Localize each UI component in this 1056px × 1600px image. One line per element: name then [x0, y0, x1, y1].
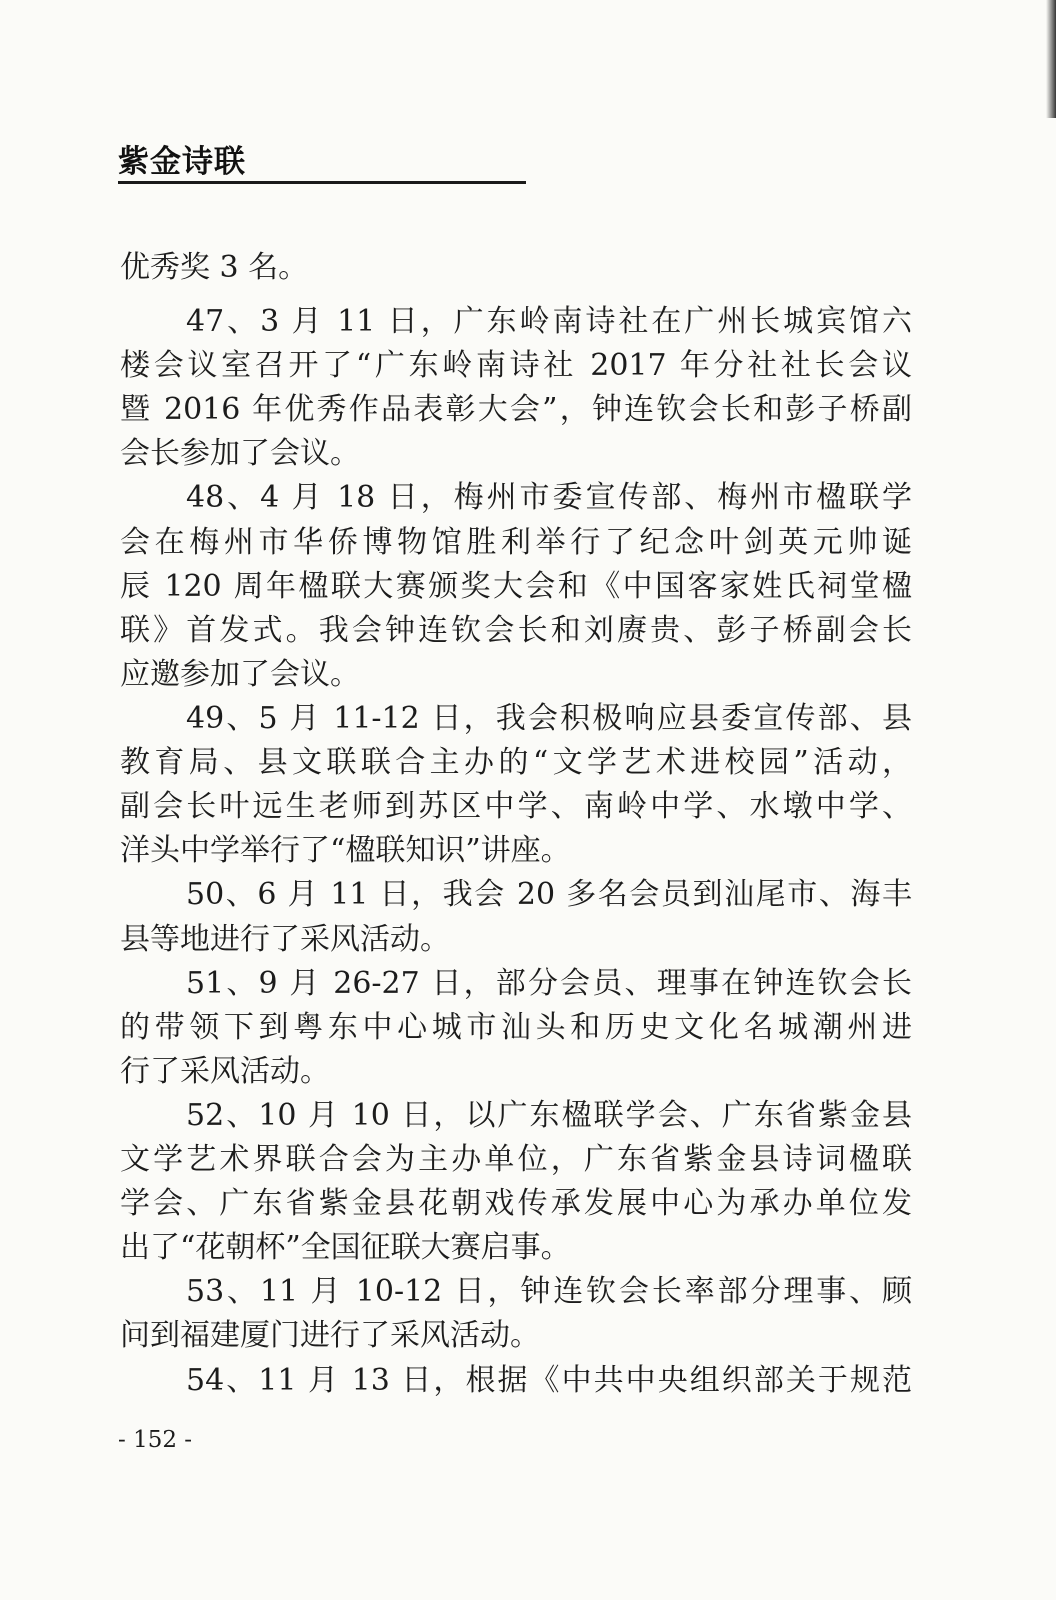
header-rule: [118, 181, 526, 184]
text-line: 出了“花朝杯”全国征联大赛启事。: [120, 1230, 571, 1265]
text-line: 问到福建厦门进行了采风活动。: [120, 1318, 540, 1353]
text-line: 楼会议室召开了“广东岭南诗社 2017 年分社社长会议: [120, 348, 912, 383]
text-line: 53、11 月 10-12 日，钟连钦会长率部分理事、顾: [186, 1274, 912, 1309]
text-line: 县等地进行了采风活动。: [120, 922, 450, 957]
text-line: 暨 2016 年优秀作品表彰大会”，钟连钦会长和彭子桥副: [120, 392, 912, 427]
text-line: 洋头中学举行了“楹联知识”讲座。: [120, 833, 571, 868]
text-line: 辰 120 周年楹联大赛颁奖大会和《中国客家姓氏祠堂楹: [120, 569, 912, 604]
text-line: 48、4 月 18 日，梅州市委宣传部、梅州市楹联学: [186, 480, 912, 515]
text-line: 49、5 月 11-12 日，我会积极响应县委宣传部、县: [186, 701, 912, 736]
text-line: 50、6 月 11 日，我会 20 多名会员到汕尾市、海丰: [186, 877, 912, 912]
text-line: 47、3 月 11 日，广东岭南诗社在广州长城宾馆六: [186, 304, 912, 339]
text-line: 的带领下到粤东中心城市汕头和历史文化名城潮州进: [120, 1010, 912, 1045]
text-line: 行了采风活动。: [120, 1054, 330, 1089]
text-line: 应邀参加了会议。: [120, 657, 360, 692]
running-header-title: 紫金诗联: [118, 144, 246, 180]
text-line: 教育局、县文联联合主办的“文学艺术进校园”活动，: [120, 745, 912, 780]
scan-edge-shadow: [1046, 0, 1056, 118]
page-number: - 152 -: [118, 1427, 193, 1453]
text-line: 52、10 月 10 日，以广东楹联学会、广东省紫金县: [186, 1098, 912, 1133]
text-line: 51、9 月 26-27 日，部分会员、理事在钟连钦会长: [186, 966, 912, 1001]
text-line: 会长参加了会议。: [120, 436, 360, 471]
text-line: 副会长叶远生老师到苏区中学、南岭中学、水墩中学、: [120, 789, 912, 824]
text-line: 学会、广东省紫金县花朝戏传承发展中心为承办单位发: [120, 1186, 912, 1221]
text-line: 优秀奖 3 名。: [120, 250, 309, 285]
text-line: 联》首发式。我会钟连钦会长和刘赓贵、彭子桥副会长: [120, 613, 912, 648]
text-line: 文学艺术界联合会为主办单位，广东省紫金县诗词楹联: [120, 1142, 912, 1177]
text-line: 54、11 月 13 日，根据《中共中央组织部关于规范: [186, 1363, 912, 1398]
text-line: 会在梅州市华侨博物馆胜利举行了纪念叶剑英元帅诞: [120, 525, 912, 560]
